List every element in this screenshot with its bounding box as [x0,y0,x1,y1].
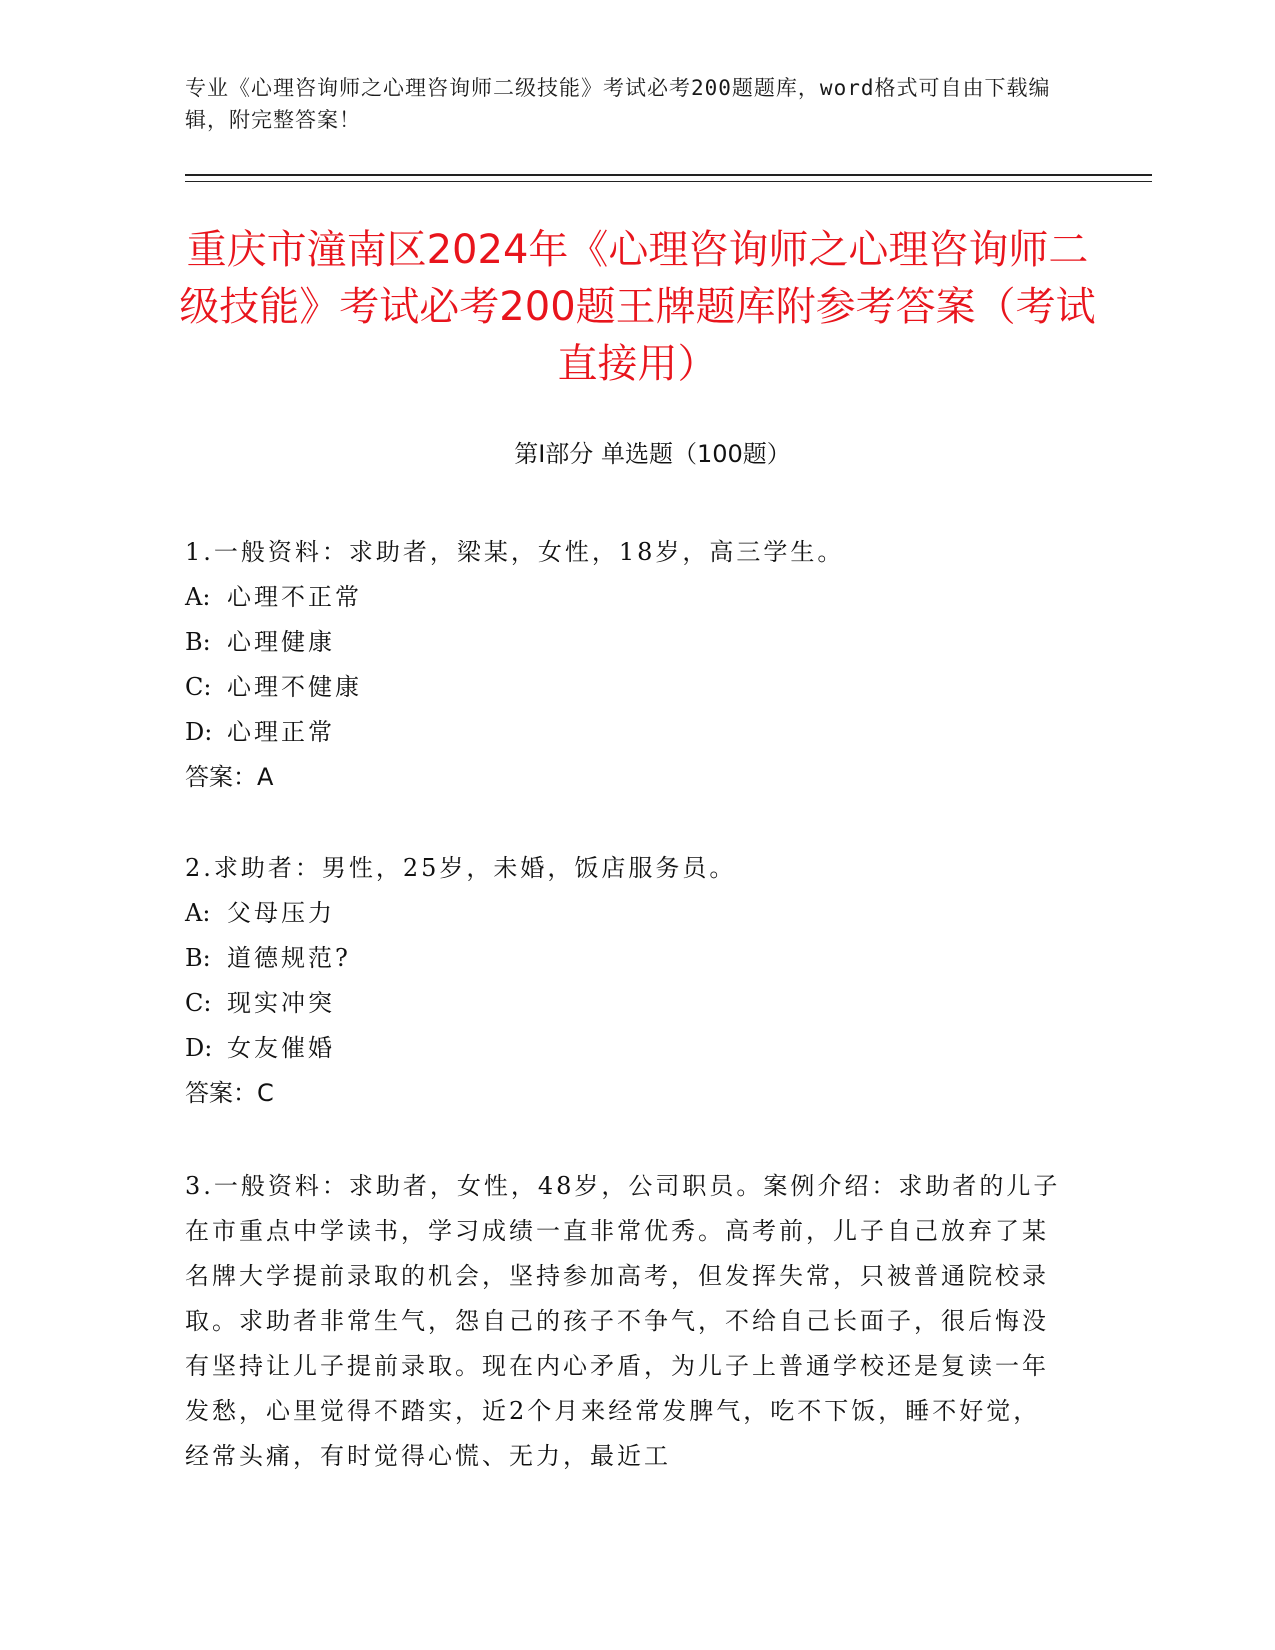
section-title: 第I部分 单选题（100题） [514,440,791,468]
option-key: D: [185,1034,213,1062]
option-key: A: [185,899,211,927]
header-divider-thin [185,181,1152,182]
option-text: 现实冲突 [227,989,335,1017]
option-text: 心理不正常 [227,583,362,611]
header-note: 专业《心理咨询师之心理咨询师二级技能》考试必考200题题库，word格式可自由下载编辑，附完整答案！ [185,76,1051,132]
header-divider-thick [185,174,1152,176]
question-text: 1.一般资料：求助者，梁某，女性，18岁，高三学生。 [185,538,845,566]
option-text: 父母压力 [227,899,335,927]
option-c [185,665,1065,710]
question-1 [185,530,1065,800]
option-d [185,710,1065,755]
option-b [185,620,1065,665]
option-key: B: [185,944,211,972]
option-text: 心理正常 [227,718,335,746]
option-key: D: [185,718,213,746]
option-c [185,981,1065,1026]
option-key: B: [185,628,211,656]
option-text: 女友催婚 [227,1034,335,1062]
question-3 [185,1164,1065,1479]
option-a [185,891,1065,936]
option-key: A: [185,583,211,611]
option-b [185,936,1065,981]
answer: 答案：A [185,763,274,791]
option-a [185,575,1065,620]
document-title: 重庆市潼南区2024年《心理咨询师之心理咨询师二级技能》考试必考200题王牌题库附参考答案（考试直接用） [179,227,1096,387]
answer: 答案：C [185,1079,274,1107]
question-text: 3.一般资料：求助者，女性，48岁，公司职员。案例介绍：求助者的儿子在市重点中学读书，学习成绩一直非常优秀。高考前，儿子自己放弃了某名牌大学提前录取的机会，坚持参加高考，但发挥失常，只被普通院校录取。求助者非常生气，怨自己的孩子不争气，不给自己长面子，很后悔没有坚持让儿子提前录取。现在内心矛盾，为儿子上普通学校还是复读一年发愁，心里觉得不踏实，近2个月来经常发脾气，吃不下饭，睡不好觉，经常头痛，有时觉得心慌、无力，最近工 [185,1172,1061,1470]
option-text: 道德规范? [227,944,351,972]
question-text: 2.求助者：男性，25岁，未婚，饭店服务员。 [185,854,737,882]
question-2 [185,846,1065,1116]
option-key: C: [185,673,212,701]
option-d [185,1026,1065,1071]
option-text: 心理不健康 [227,673,362,701]
option-text: 心理健康 [227,628,335,656]
option-key: C: [185,989,212,1017]
